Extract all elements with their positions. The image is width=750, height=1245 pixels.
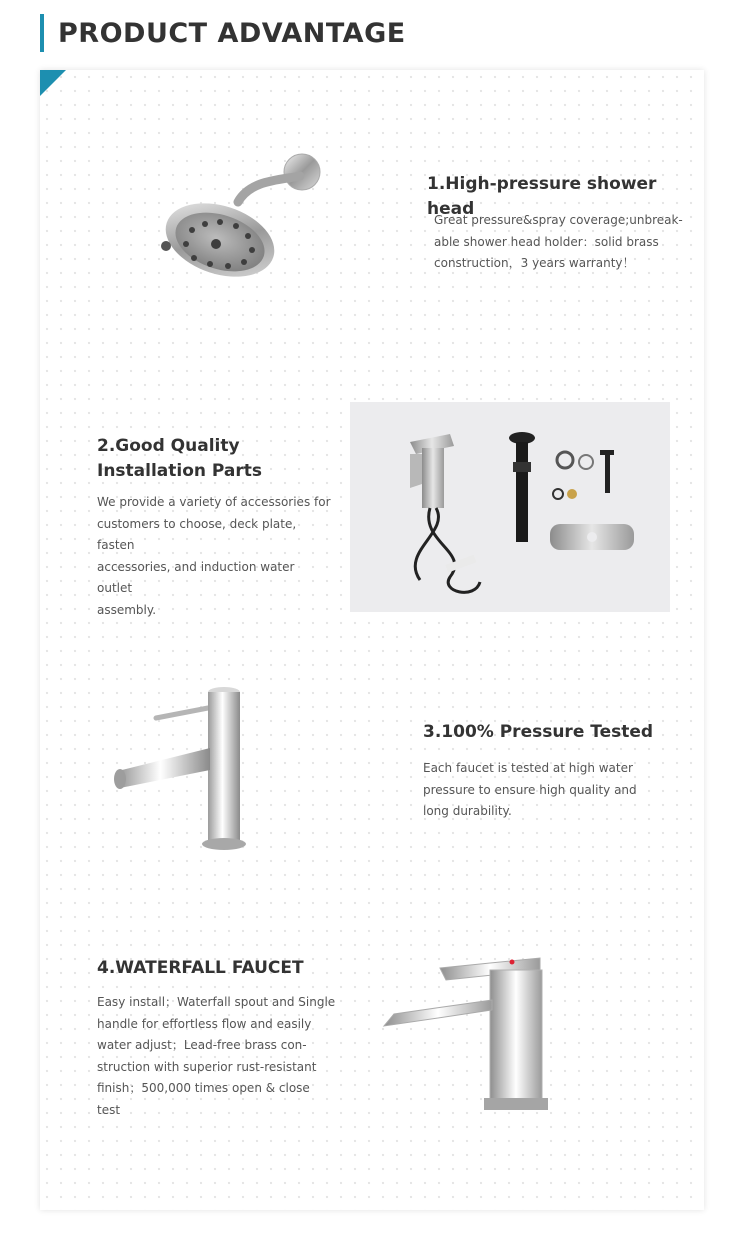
section1-title: 1.High-pressure shower head [427, 174, 657, 219]
section1-description [434, 210, 684, 275]
section3-description [423, 758, 643, 823]
section4-line: test [97, 1102, 121, 1117]
header-accent-bar [40, 14, 44, 52]
shower-head-image [150, 150, 340, 280]
section4-line: water adjust；Lead-free brass con- [97, 1038, 307, 1052]
basin-faucet-image [106, 678, 266, 858]
section4-line: struction with superior rust-resistant [97, 1059, 317, 1074]
section3-line: Each faucet is tested at high water [423, 761, 633, 775]
section2-title-line: Installation Parts [97, 461, 263, 481]
section2-line: We provide a variety of accessories for [97, 495, 331, 509]
page-title: PRODUCT ADVANTAGE [58, 17, 406, 49]
section4-description [97, 992, 337, 1121]
section2-description [97, 492, 332, 621]
section3-line: pressure to ensure high quality and [423, 782, 637, 797]
section1-line: able shower head holder：solid brass [434, 234, 659, 249]
section-header [40, 14, 406, 52]
section2-line: customers to choose, deck plate, fasten [97, 516, 297, 552]
section2-line: accessories, and induction water outlet [97, 559, 295, 595]
section4-line: Easy install；Waterfall spout and Single [97, 995, 336, 1009]
section1-line: Great pressure&spray coverage;unbreak- [434, 213, 683, 227]
section1-line: construction，3 years warranty！ [434, 256, 635, 270]
section3-line: long durability. [423, 804, 512, 818]
corner-triangle [40, 70, 66, 96]
section3-title: 3.100% Pressure Tested [423, 722, 654, 742]
waterfall-faucet-image [380, 950, 570, 1125]
section4-line: handle for effortless flow and easily [97, 1016, 312, 1031]
section4-title: 4.WATERFALL FAUCET [97, 958, 304, 978]
advantage-panel [40, 70, 704, 1210]
section4-line: finish；500,000 times open & close [97, 1081, 310, 1095]
installation-parts-image [350, 402, 670, 612]
section2-title [97, 434, 317, 484]
section2-line: assembly. [97, 602, 157, 617]
section2-title-line: 2.Good Quality [97, 436, 240, 456]
